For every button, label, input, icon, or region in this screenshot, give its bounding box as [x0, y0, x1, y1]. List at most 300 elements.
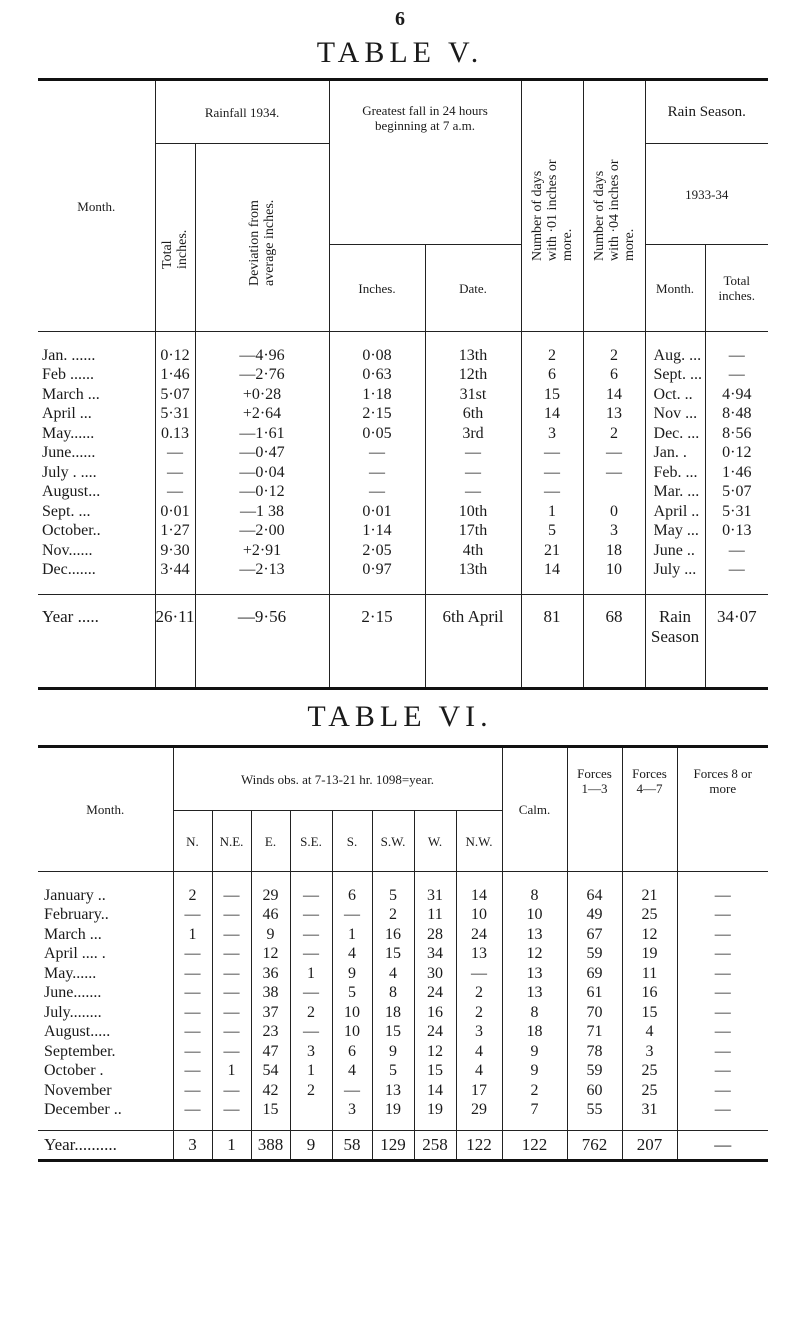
table-cell: —: [677, 1023, 768, 1043]
spacer-cell: [677, 1120, 768, 1131]
table-cell: 46: [251, 906, 290, 926]
table-cell: 29: [456, 1101, 502, 1121]
table-cell: —: [173, 1042, 212, 1062]
spacer-cell: [38, 580, 155, 595]
table-cell: Sept. ...: [645, 366, 705, 386]
year-row: [38, 595, 768, 689]
table-cell: 4: [456, 1042, 502, 1062]
table-cell: 19: [414, 1101, 456, 1121]
table-cell: —4·96: [195, 346, 329, 366]
table-row: [38, 522, 768, 542]
table-cell: 2: [173, 886, 212, 906]
table-cell: October .: [44, 1062, 104, 1080]
table-cell: 15: [372, 945, 414, 965]
table-cell: 5·07: [155, 385, 195, 405]
table-cell: 0·12: [155, 346, 195, 366]
table-cell: 8: [502, 886, 567, 906]
spacer-cell: [622, 872, 677, 887]
table-cell: 5·07: [705, 483, 768, 503]
header-direction: N.E.: [212, 811, 251, 872]
table-cell: Feb ......: [42, 366, 94, 384]
table-cell: 0.13: [155, 424, 195, 444]
table-cell: 12: [414, 1042, 456, 1062]
table-cell: July........: [44, 1003, 102, 1021]
table-cell: 13: [502, 925, 567, 945]
table-cell: March ...: [42, 385, 100, 403]
table-cell: 6: [521, 366, 583, 386]
table-cell: —: [677, 964, 768, 984]
spacer-cell: [251, 872, 290, 887]
table-cell: January ..: [44, 886, 106, 904]
spacer-cell: [38, 332, 155, 347]
table-row: [38, 346, 768, 366]
table-cell: 34: [414, 945, 456, 965]
table-cell: 17th: [425, 522, 521, 542]
table-cell: 42: [251, 1081, 290, 1101]
table-cell: —: [677, 1081, 768, 1101]
table-cell: [290, 1101, 332, 1121]
table-cell: —: [173, 1101, 212, 1121]
year-cell: 388: [251, 1131, 290, 1161]
table-cell: 3: [290, 1042, 332, 1062]
table-cell: —: [173, 1081, 212, 1101]
table-cell: —: [155, 483, 195, 503]
table-cell: 5: [372, 886, 414, 906]
table-cell: —: [290, 886, 332, 906]
spacer-cell: [521, 580, 583, 595]
table-cell: 15: [251, 1101, 290, 1121]
spacer-cell: [332, 1120, 372, 1131]
table-cell: Dec.......: [42, 561, 96, 579]
year-cell: —: [677, 1131, 768, 1161]
table-cell: 3: [521, 424, 583, 444]
table-cell: May......: [42, 424, 95, 442]
table-cell: —: [212, 1003, 251, 1023]
table-cell: —: [212, 1023, 251, 1043]
table-row: [38, 1101, 768, 1121]
table-cell: 25: [622, 906, 677, 926]
table-cell: —: [332, 906, 372, 926]
table-cell: 7: [502, 1101, 567, 1121]
table-cell: 1: [290, 1062, 332, 1082]
spacer-cell: [502, 872, 567, 887]
table-cell: 69: [567, 964, 622, 984]
table-cell: 15: [622, 1003, 677, 1023]
table-cell: —: [677, 984, 768, 1004]
table-cell: —: [425, 463, 521, 483]
table-cell: 4: [622, 1023, 677, 1043]
table-cell: 3: [583, 522, 645, 542]
table-row: [38, 502, 768, 522]
table-cell: 4th: [425, 541, 521, 561]
table-cell: —: [332, 1081, 372, 1101]
table-cell: 17: [456, 1081, 502, 1101]
table-cell: 16: [414, 1003, 456, 1023]
table-cell: 54: [251, 1062, 290, 1082]
header-month: Month.: [38, 747, 173, 872]
header-days-01: Number of days with ·01 inches or more.: [521, 80, 583, 332]
year-cell: 6th April: [425, 595, 521, 689]
header-calm: Calm.: [502, 747, 567, 872]
table-cell: 1: [212, 1062, 251, 1082]
table-cell: 1: [173, 925, 212, 945]
table-cell: —: [212, 1101, 251, 1121]
spacer-cell: [38, 1120, 173, 1131]
table-cell: October..: [42, 522, 101, 540]
table-cell: May......: [44, 964, 97, 982]
table-cell: 11: [622, 964, 677, 984]
table-cell: 10: [332, 1003, 372, 1023]
table-cell: June ..: [645, 541, 705, 561]
year-cell: 34·07: [705, 595, 768, 689]
header-direction: N.: [173, 811, 212, 872]
table-cell: 2: [502, 1081, 567, 1101]
spacer-cell: [329, 332, 425, 347]
table-cell: —: [677, 906, 768, 926]
table-row: [38, 964, 768, 984]
table-cell: 0·01: [329, 502, 425, 522]
spacer-cell: [155, 332, 195, 347]
table-row: [38, 1062, 768, 1082]
table-cell: 14: [456, 886, 502, 906]
table-cell: —: [677, 1042, 768, 1062]
table-cell: April ..: [645, 502, 705, 522]
spacer-cell: [567, 1120, 622, 1131]
year-cell: Year..........: [38, 1131, 173, 1161]
header-inches: Inches.: [329, 245, 425, 332]
table-cell: —: [425, 444, 521, 464]
table-cell: —: [521, 444, 583, 464]
header-greatest-fall: Greatest fall in 24 hours beginning at 7 a.m.: [329, 80, 521, 245]
year-cell: Rain Season: [645, 595, 705, 689]
table-cell: —2·76: [195, 366, 329, 386]
table-cell: 14: [414, 1081, 456, 1101]
year-cell: 762: [567, 1131, 622, 1161]
table-cell: July ...: [645, 561, 705, 581]
table-row: [38, 906, 768, 926]
header-days-04: Number of days with ·04 inches or more.: [583, 80, 645, 332]
table-cell: 1: [332, 925, 372, 945]
header-direction: W.: [414, 811, 456, 872]
table-cell: 2: [521, 346, 583, 366]
table-cell: 2: [290, 1081, 332, 1101]
spacer-cell: [622, 1120, 677, 1131]
table-cell: 13: [502, 984, 567, 1004]
table-cell: 24: [456, 925, 502, 945]
year-cell: 26·11: [155, 595, 195, 689]
year-cell: 129: [372, 1131, 414, 1161]
table-cell: 0·13: [705, 522, 768, 542]
table-cell: February..: [44, 906, 109, 924]
table-cell: 59: [567, 945, 622, 965]
year-cell: 9: [290, 1131, 332, 1161]
table-cell: 3rd: [425, 424, 521, 444]
table-cell: —1 38: [195, 502, 329, 522]
page-number: 6: [395, 8, 405, 30]
table-cell: 24: [414, 984, 456, 1004]
table-row: [38, 561, 768, 581]
table-cell: 2: [456, 984, 502, 1004]
table-cell: —: [155, 444, 195, 464]
table-cell: 1: [521, 502, 583, 522]
table-cell: 70: [567, 1003, 622, 1023]
table-cell: —: [705, 541, 768, 561]
table-cell: 9: [332, 964, 372, 984]
table-cell: 31st: [425, 385, 521, 405]
table-cell: 55: [567, 1101, 622, 1121]
table-cell: —: [173, 906, 212, 926]
table-cell: 2: [456, 1003, 502, 1023]
spacer-cell: [414, 1120, 456, 1131]
table-cell: —: [173, 984, 212, 1004]
table-row: [38, 463, 768, 483]
table-cell: 18: [502, 1023, 567, 1043]
table-6-title: TABLE VI.: [307, 700, 493, 733]
table-cell: 5: [372, 1062, 414, 1082]
table-cell: —: [212, 1042, 251, 1062]
spacer-cell: [195, 580, 329, 595]
table-cell: —: [521, 483, 583, 503]
table-cell: December ..: [44, 1101, 122, 1119]
header-date: Date.: [425, 245, 521, 332]
spacer-cell: [583, 332, 645, 347]
header-season-month: Month.: [645, 245, 705, 332]
spacer-cell: [677, 872, 768, 887]
table-cell: 2: [372, 906, 414, 926]
spacer-cell: [290, 872, 332, 887]
table-cell: 13th: [425, 346, 521, 366]
table-row: [38, 1023, 768, 1043]
table-cell: —: [173, 1062, 212, 1082]
header-direction: S.: [332, 811, 372, 872]
table-cell: June......: [42, 444, 96, 462]
table-cell: 8·48: [705, 405, 768, 425]
table-cell: 8·56: [705, 424, 768, 444]
table-cell: 0·12: [705, 444, 768, 464]
table-cell: —: [677, 1062, 768, 1082]
header-forces-8: Forces 8 or more: [677, 747, 768, 872]
rainfall-table: [38, 78, 768, 690]
table-cell: —: [677, 945, 768, 965]
table-cell: —: [290, 945, 332, 965]
table-cell: —: [155, 463, 195, 483]
table-cell: August...: [42, 483, 101, 501]
table-cell: 18: [583, 541, 645, 561]
spacer-cell: [173, 872, 212, 887]
year-cell: 68: [583, 595, 645, 689]
table-cell: 31: [622, 1101, 677, 1121]
table-cell: Jan. .: [645, 444, 705, 464]
table-cell: 6: [332, 886, 372, 906]
spacer-cell: [645, 332, 705, 347]
year-cell: 258: [414, 1131, 456, 1161]
table-cell: 19: [622, 945, 677, 965]
table-cell: 5·31: [155, 405, 195, 425]
table-cell: 9: [502, 1042, 567, 1062]
table-cell: —: [677, 925, 768, 945]
table-row: [38, 405, 768, 425]
table-cell: —: [290, 984, 332, 1004]
table-cell: 13th: [425, 561, 521, 581]
spacer-cell: [195, 332, 329, 347]
table-cell: Mar. ...: [645, 483, 705, 503]
table-cell: —: [212, 886, 251, 906]
table-cell: 3·44: [155, 561, 195, 581]
table-cell: 10th: [425, 502, 521, 522]
spacer-cell: [329, 580, 425, 595]
table-cell: 30: [414, 964, 456, 984]
table-cell: +2·91: [195, 541, 329, 561]
table-cell: 71: [567, 1023, 622, 1043]
year-cell: 122: [456, 1131, 502, 1161]
table-cell: 12th: [425, 366, 521, 386]
table-cell: 10: [332, 1023, 372, 1043]
table-cell: Jan. ......: [42, 346, 96, 364]
table-cell: 64: [567, 886, 622, 906]
spacer-cell: [414, 872, 456, 887]
table-cell: 4: [332, 945, 372, 965]
table-cell: 1·46: [155, 366, 195, 386]
table-cell: July . ....: [42, 463, 97, 481]
table-cell: —2·00: [195, 522, 329, 542]
table-cell: 1·46: [705, 463, 768, 483]
table-cell: 8: [372, 984, 414, 1004]
table-cell: —: [173, 964, 212, 984]
table-cell: 4·94: [705, 385, 768, 405]
spacer-cell: [705, 580, 768, 595]
table-cell: 28: [414, 925, 456, 945]
table-cell: 6: [332, 1042, 372, 1062]
table-cell: 16: [622, 984, 677, 1004]
table-cell: 9: [251, 925, 290, 945]
table-cell: —: [212, 964, 251, 984]
table-cell: —: [583, 444, 645, 464]
table-cell: 0·08: [329, 346, 425, 366]
table-cell: 13: [583, 405, 645, 425]
table-cell: 5: [521, 522, 583, 542]
table-cell: Dec. ...: [645, 424, 705, 444]
table-cell: —: [425, 483, 521, 503]
table-cell: 4: [456, 1062, 502, 1082]
table-cell: —: [290, 906, 332, 926]
spacer-cell: [212, 872, 251, 887]
table-cell: 6th: [425, 405, 521, 425]
table-cell: 0·63: [329, 366, 425, 386]
table-row: [38, 385, 768, 405]
table-cell: 18: [372, 1003, 414, 1023]
year-cell: 58: [332, 1131, 372, 1161]
table-cell: 14: [521, 561, 583, 581]
table-cell: 1: [290, 964, 332, 984]
table-cell: —: [290, 925, 332, 945]
table-cell: —: [173, 1023, 212, 1043]
spacer-cell: [251, 1120, 290, 1131]
table-cell: —: [677, 1003, 768, 1023]
table-cell: 23: [251, 1023, 290, 1043]
header-winds: Winds obs. at 7-13-21 hr. 1098=year.: [173, 747, 502, 811]
table-cell: Sept. ...: [42, 502, 91, 520]
table-cell: Oct. ..: [645, 385, 705, 405]
year-cell: Year .....: [38, 595, 155, 689]
table-cell: June.......: [44, 984, 102, 1002]
table-cell: March ...: [44, 925, 102, 943]
year-cell: 1: [212, 1131, 251, 1161]
table-cell: 12: [251, 945, 290, 965]
table-cell: 67: [567, 925, 622, 945]
table-cell: 19: [372, 1101, 414, 1121]
table-cell: 3: [456, 1023, 502, 1043]
year-cell: 3: [173, 1131, 212, 1161]
table-cell: 16: [372, 925, 414, 945]
header-direction: S.W.: [372, 811, 414, 872]
spacer-cell: [567, 872, 622, 887]
spacer-cell: [155, 580, 195, 595]
table-cell: 15: [372, 1023, 414, 1043]
table-cell: November: [44, 1081, 112, 1099]
table-cell: 13: [372, 1081, 414, 1101]
table-cell: 29: [251, 886, 290, 906]
table-cell: May ...: [645, 522, 705, 542]
year-cell: 2·15: [329, 595, 425, 689]
table-cell: 25: [622, 1081, 677, 1101]
table-cell: —: [521, 463, 583, 483]
table-cell: 78: [567, 1042, 622, 1062]
table-cell: +0·28: [195, 385, 329, 405]
year-cell: 81: [521, 595, 583, 689]
table-cell: 0·05: [329, 424, 425, 444]
table-cell: 31: [414, 886, 456, 906]
table-cell: —: [705, 561, 768, 581]
table-row: [38, 1003, 768, 1023]
header-forces-1-3: Forces 1—3: [567, 747, 622, 872]
spacer-cell: [332, 872, 372, 887]
table-cell: 14: [521, 405, 583, 425]
table-cell: —: [290, 1023, 332, 1043]
table-cell: 11: [414, 906, 456, 926]
table-cell: 2: [290, 1003, 332, 1023]
table-cell: 2·05: [329, 541, 425, 561]
table-cell: Feb. ...: [645, 463, 705, 483]
table-row: [38, 424, 768, 444]
header-season-total: Total inches.: [705, 245, 768, 332]
spacer-cell: [425, 332, 521, 347]
table-cell: April ...: [42, 405, 92, 423]
table-row: [38, 945, 768, 965]
spacer-cell: [521, 332, 583, 347]
table-cell: +2·64: [195, 405, 329, 425]
header-season-years: 1933-34: [645, 144, 768, 245]
spacer-cell: [290, 1120, 332, 1131]
spacer-cell: [372, 872, 414, 887]
table-cell: —0·47: [195, 444, 329, 464]
table-row: [38, 1042, 768, 1062]
year-cell: —9·56: [195, 595, 329, 689]
table-cell: 4: [332, 1062, 372, 1082]
table-cell: 12: [502, 945, 567, 965]
header-rain-season: Rain Season.: [645, 80, 768, 144]
table-cell: 12: [622, 925, 677, 945]
table-cell: 59: [567, 1062, 622, 1082]
table-cell: 0: [583, 502, 645, 522]
table-cell: Nov......: [42, 541, 93, 559]
table-cell: 5: [332, 984, 372, 1004]
table-cell: 0·97: [329, 561, 425, 581]
table-cell: 1·27: [155, 522, 195, 542]
table-row: [38, 1081, 768, 1101]
table-cell: —: [705, 346, 768, 366]
table-row: [38, 541, 768, 561]
table-cell: August.....: [44, 1023, 111, 1041]
